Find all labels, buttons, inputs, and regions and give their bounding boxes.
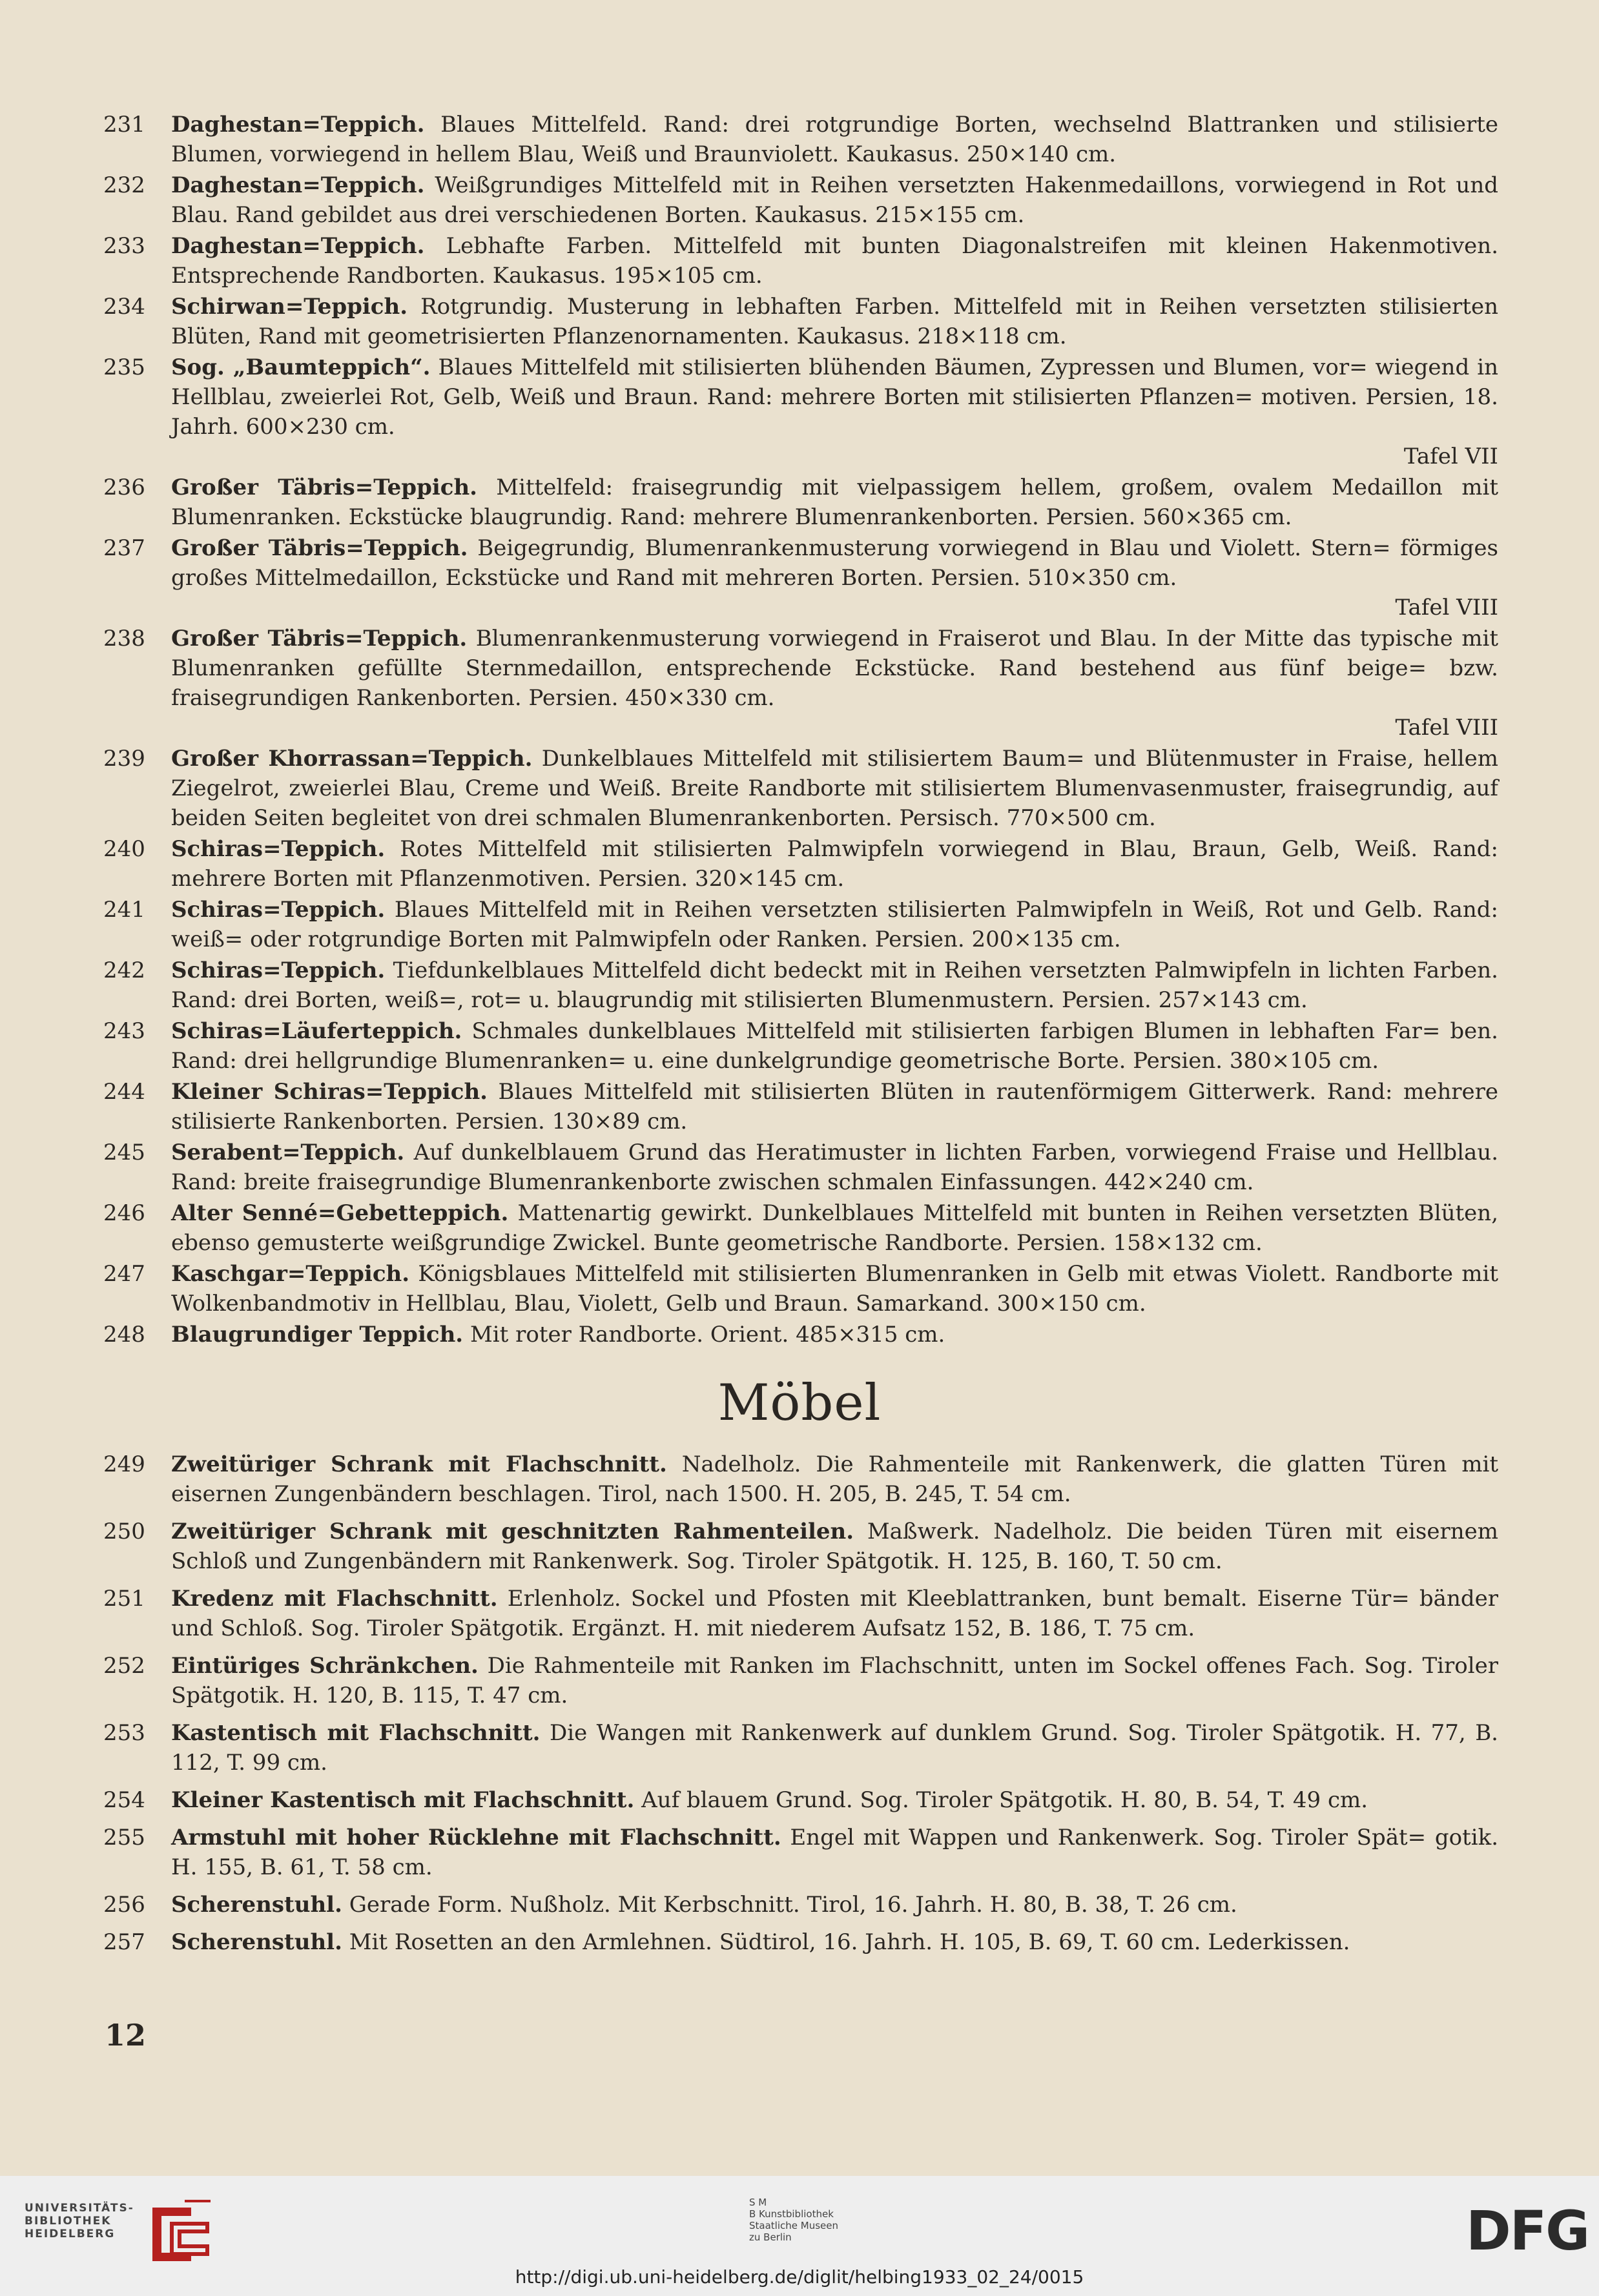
lot-description xyxy=(171,1259,1498,1318)
lot-text: Königsblaues Mittelfeld mit stilisierten Blumenranken in Gelb mit etwas Violett. Randborte mit Wolkenbandmotiv in Hellblau, Blau, Violett, Gelb und Braun. Samarkand. 300×150 cm. xyxy=(171,1261,1498,1317)
catalog-entry xyxy=(103,1823,1498,1882)
lot-description xyxy=(171,1517,1498,1576)
lot-text: Blaues Mittelfeld. Rand: drei rotgrundige Borten, wechselnd Blattranken und stilisierte Blumen, vorwiegend in hellem Blau, Weiß und Braunviolett. Kaukasus. 250×140 cm. xyxy=(171,112,1498,167)
lot-description xyxy=(171,231,1498,291)
plate-reference: Tafel VII xyxy=(1403,444,1498,469)
lot-text: Blumenrankenmusterung vorwiegend in Fraiserot und Blau. In der Mitte das typische mit Blumenranken gefüllte Sternmedaillon, entsprechende Eckstücke. Rand bestehend aus fünf beige= bzw. fraisegrundigen Rankenborten. Persien. 450×330 cm. xyxy=(171,626,1498,711)
lot-number: 244 xyxy=(103,1079,145,1105)
lot-text: Dunkelblaues Mittelfeld mit stilisiertem Baum= und Blütenmuster in Fraise, hellem Ziegelrot, zweierlei Blau, Creme und Weiß. Breite Randborte mit stilisiertem Blumenvasenmuster, fraisegrundig, auf beiden Seiten begleitet von drei schmalen Blumenrankenborten. Persisch. 770×500 cm. xyxy=(171,746,1498,831)
lot-number: 252 xyxy=(103,1653,145,1679)
lot-text: Tiefdunkelblaues Mittelfeld dicht bedeckt mit in Reihen versetzten Palmwipfeln in lichten Farben. Rand: drei Borten, weiß=, rot= u. blaugrundig mit stilisierten Blumenmustern. Persien. 257×143 cm. xyxy=(171,958,1498,1013)
catalog-entry xyxy=(103,1016,1498,1076)
digitization-footer xyxy=(0,2176,1599,2296)
lot-number: 256 xyxy=(103,1892,145,1918)
smb-line: zu Berlin xyxy=(749,2231,792,2243)
catalog-entry xyxy=(103,744,1498,833)
plate-reference: Tafel VIII xyxy=(1395,715,1498,741)
catalog-entry xyxy=(103,231,1498,291)
lot-description xyxy=(171,834,1498,894)
catalog-entry xyxy=(103,1927,1498,1957)
catalog-entry xyxy=(103,170,1498,230)
catalog-entry xyxy=(103,1517,1498,1576)
lot-title: Daghestan=Teppich. xyxy=(171,233,425,259)
lot-number: 234 xyxy=(103,294,145,320)
catalog-entry xyxy=(103,895,1498,954)
lot-title: Schiras=Teppich. xyxy=(171,958,386,983)
lot-text: Auf blauem Grund. Sog. Tiroler Spätgotik. H. 80, B. 54, T. 49 cm. xyxy=(634,1787,1368,1813)
smb-kunstbibliothek-logo[interactable] xyxy=(749,2197,838,2243)
lot-title: Zweitüriger Schrank mit geschnitzten Rahmenteilen. xyxy=(171,1519,854,1544)
lot-description xyxy=(171,292,1498,351)
catalog-entry xyxy=(103,473,1498,532)
lot-title: Großer Täbris=Teppich. xyxy=(171,535,468,561)
lot-text: Mittelfeld: fraisegrundig mit vielpassigem hellem, großem, ovalem Medaillon mit Blumenranken. Eckstücke blaugrundig. Rand: mehrere Blumenrankenborten. Persien. 560×365 cm. xyxy=(171,475,1498,530)
lot-description xyxy=(171,1584,1498,1643)
logo-line: UNIVERSITÄTS- xyxy=(25,2202,134,2215)
lot-text: Lebhafte Farben. Mittelfeld mit bunten Diagonalstreifen mit kleinen Hakenmotiven. Entsprechende Randborten. Kaukasus. 195×105 cm. xyxy=(171,233,1498,289)
lot-title: Schiras=Teppich. xyxy=(171,897,386,923)
lot-number: 232 xyxy=(103,172,145,198)
lot-description xyxy=(171,1077,1498,1136)
lot-number: 238 xyxy=(103,626,145,651)
lot-title: Schirwan=Teppich. xyxy=(171,294,408,320)
lot-text: Auf dunkelblauem Grund das Heratimuster in lichten Farben, vorwiegend Fraise und Hellblau. Rand: breite fraisegrundige Blumenrankenborte zwischen schmalen Einfassungen. 442×240 cm. xyxy=(171,1140,1498,1195)
lot-number: 241 xyxy=(103,897,145,923)
smb-line: Staatliche Museen xyxy=(749,2220,838,2231)
lot-description xyxy=(171,1785,1498,1815)
lot-title: Großer Täbris=Teppich. xyxy=(171,626,468,651)
catalog-entry xyxy=(103,1450,1498,1509)
lot-description xyxy=(171,1651,1498,1710)
lot-description xyxy=(171,353,1498,471)
lot-description xyxy=(171,744,1498,833)
lot-number: 231 xyxy=(103,112,145,138)
lot-text: Beigegrundig, Blumenrankenmusterung vorwiegend in Blau und Violett. Stern= förmiges großes Mittelmedaillon, Eckstücke und Rand mit mehreren Borten. Persien. 510×350 cm. xyxy=(171,535,1498,591)
lot-title: Schiras=Teppich. xyxy=(171,836,386,862)
lot-text: Blaues Mittelfeld mit stilisierten blühenden Bäumen, Zypressen und Blumen, vor= wiegend in Hellblau, zweierlei Rot, Gelb, Weiß und Braun. Rand: mehrere Borten mit stilisierten Pflanzen= motiven. Persien, 18. Jahrh. 600×230 cm. xyxy=(171,354,1498,440)
lot-description xyxy=(171,1890,1498,1920)
lot-number: 249 xyxy=(103,1451,145,1477)
lot-number: 247 xyxy=(103,1261,145,1287)
permalink-url[interactable]: http://digi.ub.uni-heidelberg.de/diglit/helbing1933_02_24/0015 xyxy=(515,2266,1084,2288)
lot-description xyxy=(171,1016,1498,1076)
lot-description xyxy=(171,1320,1498,1349)
lot-description xyxy=(171,473,1498,532)
catalog-entry xyxy=(103,1077,1498,1136)
logo-line: HEIDELBERG xyxy=(25,2228,116,2240)
lot-text: Nadelholz. Die Rahmenteile mit Rankenwerk, die glatten Türen mit eisernen Zungenbändern beschlagen. Tirol, nach 1500. H. 205, B. 245, T. 54 cm. xyxy=(171,1451,1498,1507)
lot-title: Scherenstuhl. xyxy=(171,1929,342,1955)
carpet-list xyxy=(103,110,1498,1349)
page-number: 12 xyxy=(105,2018,147,2053)
lot-description xyxy=(171,895,1498,954)
lot-text: Schmales dunkelblaues Mittelfeld mit stilisierten farbigen Blumen in lebhaften Far= ben. Rand: drei hellgrundige Blumenranken= u. eine dunkelgrundige geometrische Borte. Persien. 380×105 cm. xyxy=(171,1018,1498,1074)
lot-text: Die Rahmenteile mit Ranken im Flachschnitt, unten im Sockel offenes Fach. Sog. Tiroler Spätgotik. H. 120, B. 115, T. 47 cm. xyxy=(171,1653,1499,1708)
lot-text: Rotes Mittelfeld mit stilisierten Palmwipfeln vorwiegend in Blau, Braun, Gelb, Weiß. Rand: mehrere Borten mit Pflanzenmotiven. Persien. 320×145 cm. xyxy=(171,836,1498,892)
lot-description xyxy=(171,170,1498,230)
lot-title: Kastentisch mit Flachschnitt. xyxy=(171,1720,541,1746)
lot-text: Mattenartig gewirkt. Dunkelblaues Mittelfeld mit bunten in Reihen versetzten Blüten, ebenso gemusterte weißgrundige Zwickel. Bunte geometrische Randborte. Persien. 158×132 cm. xyxy=(171,1200,1499,1256)
catalog-entry xyxy=(103,1584,1498,1643)
lot-number: 257 xyxy=(103,1929,145,1955)
lot-description xyxy=(171,110,1498,169)
lot-description xyxy=(171,1138,1498,1197)
lot-title: Daghestan=Teppich. xyxy=(171,112,425,138)
lot-description xyxy=(171,624,1498,743)
lot-title: Großer Täbris=Teppich. xyxy=(171,475,478,500)
lot-number: 233 xyxy=(103,233,145,259)
catalog-entry xyxy=(103,1785,1498,1815)
lot-description xyxy=(171,533,1498,622)
lot-number: 245 xyxy=(103,1140,145,1165)
lot-text: Erlenholz. Sockel und Pfosten mit Kleeblattranken, bunt bemalt. Eiserne Tür= bänder und Schloß. Sog. Tiroler Spätgotik. Ergänzt. H. mit niederem Aufsatz 152, B. 186, T. 75 cm. xyxy=(171,1586,1498,1641)
lot-title: Kredenz mit Flachschnitt. xyxy=(171,1586,498,1612)
lot-title: Großer Khorrassan=Teppich. xyxy=(171,746,533,772)
lot-description xyxy=(171,956,1498,1015)
plate-reference: Tafel VIII xyxy=(1395,595,1498,620)
lot-description xyxy=(171,1450,1498,1509)
lot-title: Serabent=Teppich. xyxy=(171,1140,405,1165)
catalog-entry xyxy=(103,1890,1498,1920)
lot-number: 246 xyxy=(103,1200,145,1226)
lot-description xyxy=(171,1823,1498,1882)
lot-number: 239 xyxy=(103,746,145,772)
lot-number: 251 xyxy=(103,1586,145,1612)
furniture-list xyxy=(103,1450,1498,1957)
catalog-entry xyxy=(103,1718,1498,1778)
lot-title: Blaugrundiger Teppich. xyxy=(171,1322,464,1348)
lot-number: 243 xyxy=(103,1018,145,1044)
lot-text: Blaues Mittelfeld mit stilisierten Blüten in rautenförmigem Gitterwerk. Rand: mehrere stilisierte Rankenborten. Persien. 130×89 cm. xyxy=(171,1079,1498,1134)
lot-title: Schiras=Läuferteppich. xyxy=(171,1018,462,1044)
lot-number: 236 xyxy=(103,475,145,500)
lot-title: Kleiner Schiras=Teppich. xyxy=(171,1079,488,1105)
lot-title: Scherenstuhl. xyxy=(171,1892,342,1918)
catalog-entry xyxy=(103,1320,1498,1349)
lot-text: Gerade Form. Nußholz. Mit Kerbschnitt. Tirol, 16. Jahrh. H. 80, B. 38, T. 26 cm. xyxy=(342,1892,1237,1918)
catalog-entry xyxy=(103,1138,1498,1197)
lot-number: 237 xyxy=(103,535,145,561)
lot-title: Sog. „Baumteppich“. xyxy=(171,354,431,380)
catalog-entry xyxy=(103,956,1498,1015)
furniture-list-wrapper xyxy=(103,1450,1498,1965)
dfg-logo[interactable]: DFG xyxy=(1466,2199,1589,2262)
lot-number: 255 xyxy=(103,1825,145,1850)
library-emblem-icon xyxy=(146,2198,217,2269)
catalog-entry xyxy=(103,1259,1498,1318)
lot-number: 235 xyxy=(103,354,145,380)
lot-number: 240 xyxy=(103,836,145,862)
lot-description xyxy=(171,1927,1498,1957)
lot-title: Kleiner Kastentisch mit Flachschnitt. xyxy=(171,1787,635,1813)
lot-text: Mit roter Randborte. Orient. 485×315 cm. xyxy=(463,1322,945,1348)
lot-number: 248 xyxy=(103,1322,145,1348)
catalog-entry xyxy=(103,1651,1498,1710)
lot-title: Kaschgar=Teppich. xyxy=(171,1261,410,1287)
catalog-entry xyxy=(103,834,1498,894)
logo-line: BIBLIOTHEK xyxy=(25,2215,112,2228)
catalog-entry xyxy=(103,1198,1498,1258)
catalog-entry xyxy=(103,533,1498,622)
lot-title: Zweitüriger Schrank mit Flachschnitt. xyxy=(171,1451,667,1477)
lot-number: 250 xyxy=(103,1519,145,1544)
lot-title: Armstuhl mit hoher Rücklehne mit Flachschnitt. xyxy=(171,1825,781,1850)
lot-text: Maßwerk. Nadelholz. Die beiden Türen mit eisernem Schloß und Zungenbändern mit Rankenwerk. Sog. Tiroler Spätgotik. H. 125, B. 160, T. 50 cm. xyxy=(171,1519,1498,1574)
lot-text: Die Wangen mit Rankenwerk auf dunklem Grund. Sog. Tiroler Spätgotik. H. 77, B. 112, T. 99 cm. xyxy=(171,1720,1498,1776)
lot-title: Daghestan=Teppich. xyxy=(171,172,425,198)
catalog-entry xyxy=(103,292,1498,351)
lot-text: Blaues Mittelfeld mit in Reihen versetzten stilisierten Palmwipfeln in Weiß, Rot und Gelb. Rand: weiß= oder rotgrundige Borten mit Palmwipfeln oder Ranken. Persien. 200×135 cm. xyxy=(171,897,1498,952)
catalog-entries xyxy=(103,110,1498,1351)
section-heading: Möbel xyxy=(717,1374,882,1432)
lot-title: Alter Senné=Gebetteppich. xyxy=(171,1200,509,1226)
lot-description xyxy=(171,1198,1498,1258)
catalog-entry xyxy=(103,624,1498,743)
lot-text: Engel mit Wappen und Rankenwerk. Sog. Tiroler Spät= gotik. H. 155, B. 61, T. 58 cm. xyxy=(171,1825,1498,1880)
smb-line: S M xyxy=(749,2197,767,2208)
lot-description xyxy=(171,1718,1498,1778)
catalog-entry xyxy=(103,353,1498,471)
catalog-entry xyxy=(103,110,1498,169)
smb-line: B Kunstbibliothek xyxy=(749,2208,834,2220)
lot-title: Eintüriges Schränkchen. xyxy=(171,1653,479,1679)
lot-number: 242 xyxy=(103,958,145,983)
lot-number: 253 xyxy=(103,1720,145,1746)
lot-text: Rotgrundig. Musterung in lebhaften Farben. Mittelfeld mit in Reihen versetzten stilisierten Blüten, Rand mit geometrisierten Pflanzenornamenten. Kaukasus. 218×118 cm. xyxy=(171,294,1498,349)
university-library-name xyxy=(25,2202,134,2240)
lot-number: 254 xyxy=(103,1787,145,1813)
lot-text: Weißgrundiges Mittelfeld mit in Reihen versetzten Hakenmedaillons, vorwiegend in Rot und Blau. Rand gebildet aus drei verschiedenen Borten. Kaukasus. 215×155 cm. xyxy=(171,172,1498,228)
lot-text: Mit Rosetten an den Armlehnen. Südtirol, 16. Jahrh. H. 105, B. 69, T. 60 cm. Lederkissen. xyxy=(342,1929,1350,1955)
